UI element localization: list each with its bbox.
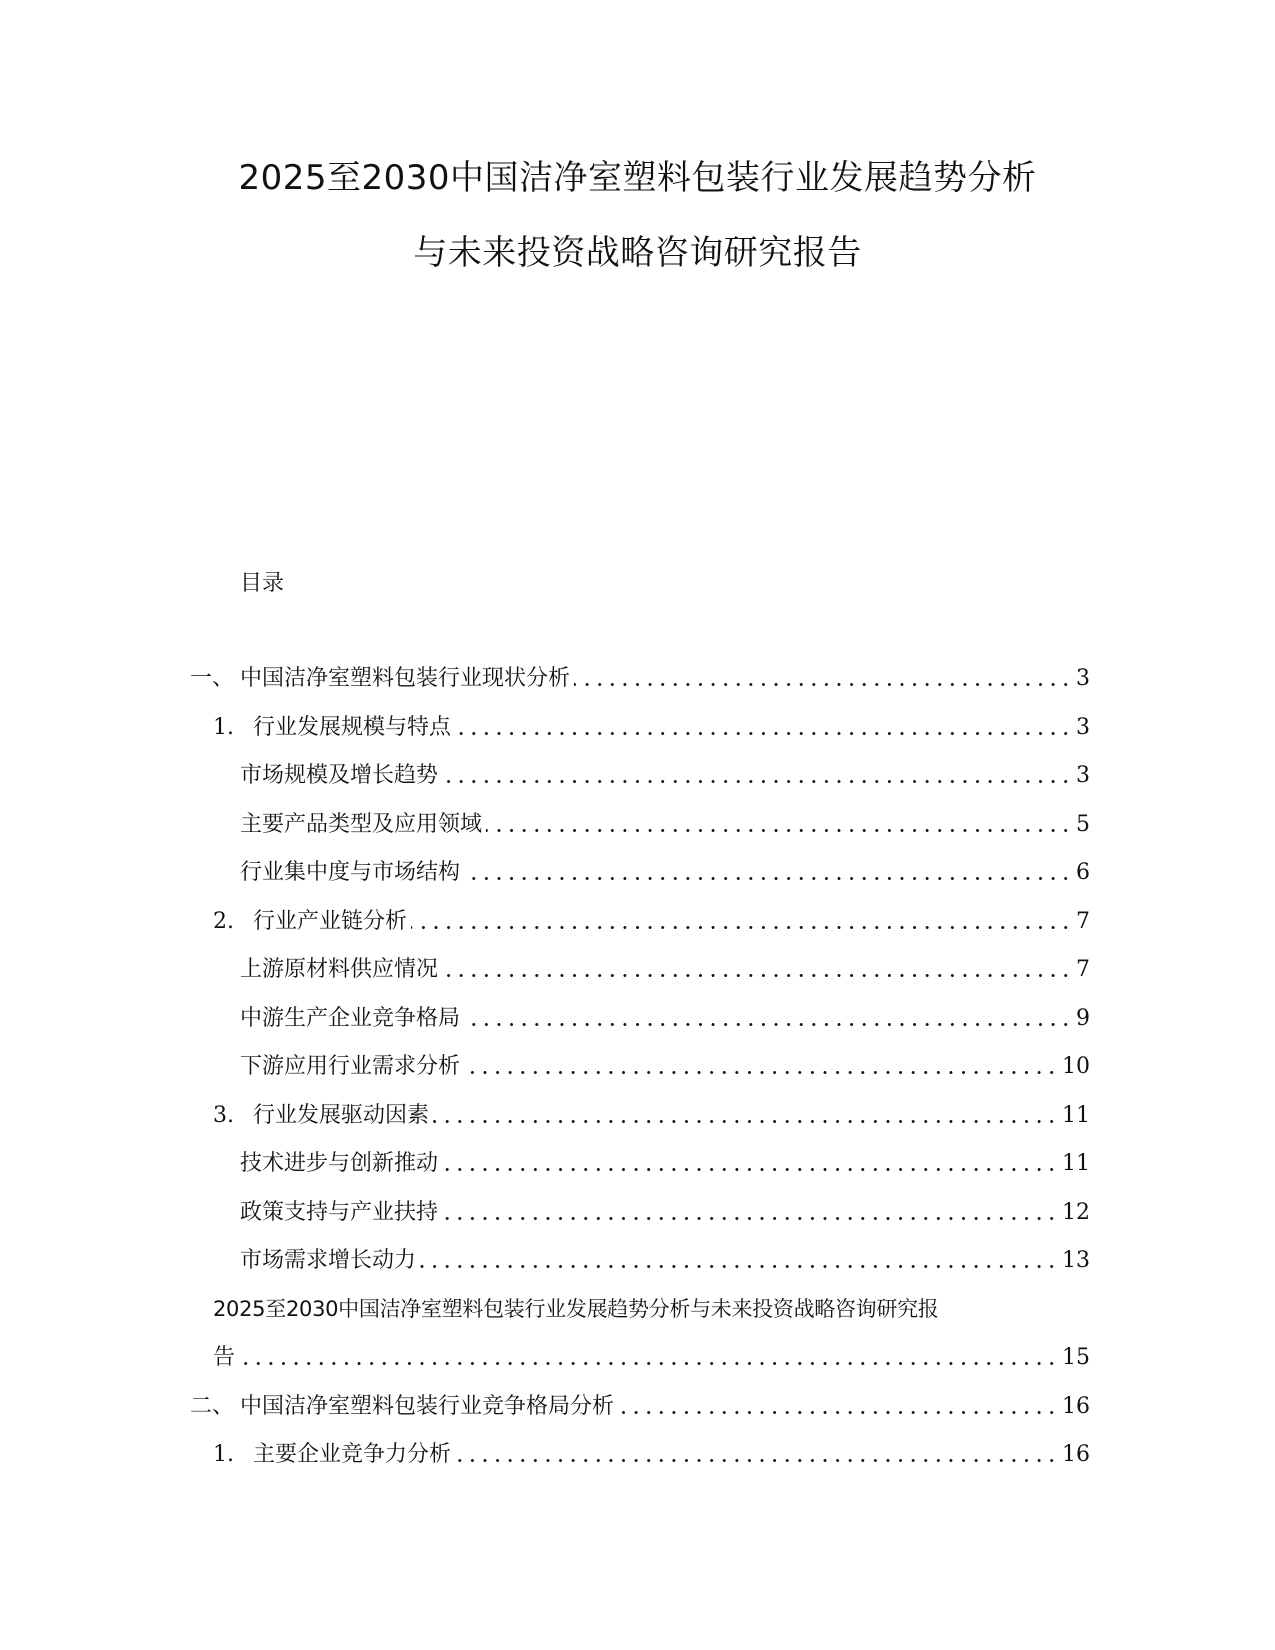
toc-entry-page: 11 — [1062, 1151, 1090, 1176]
toc-entry-text: 市场规模及增长趋势 — [240, 763, 439, 788]
toc-entry-text: 下游应用行业需求分析 — [240, 1054, 461, 1079]
dot-leader — [420, 1246, 1058, 1276]
toc-entry-number: 1. — [213, 1442, 234, 1467]
toc-entry-number: 2. — [213, 909, 234, 934]
toc-entry-page: 3 — [1076, 715, 1090, 740]
toc-entry-page: 10 — [1062, 1054, 1090, 1079]
dot-leader — [442, 1198, 1058, 1228]
document-title-line-2: 与未来投资战略咨询研究报告 — [413, 233, 862, 273]
toc-entry-page: 6 — [1076, 860, 1090, 885]
toc-entry-page: 16 — [1062, 1442, 1090, 1467]
toc-entry-number: 3. — [213, 1103, 234, 1128]
toc-entry-page: 7 — [1076, 957, 1090, 982]
toc-entry[interactable] — [240, 1145, 1090, 1179]
toc-entry-text-line-1: 2025至2030中国洁净室塑料包装行业发展趋势分析与未来投资战略咨询研究报 — [213, 1297, 939, 1321]
toc-entry[interactable] — [240, 1000, 1090, 1034]
toc-entry-text-line-2: 告 — [213, 1345, 236, 1370]
toc-entry-text: 市场需求增长动力 — [240, 1248, 417, 1273]
toc-entry[interactable] — [213, 1097, 1090, 1131]
toc-entry[interactable] — [240, 951, 1090, 985]
toc-entry-page: 15 — [1062, 1345, 1090, 1370]
toc-entry[interactable] — [240, 806, 1090, 840]
toc-entry-text: 行业产业链分析 — [253, 909, 408, 934]
toc-entry-text: 行业集中度与市场结构 — [240, 860, 461, 885]
toc-entry[interactable] — [240, 757, 1090, 791]
toc-entry-text: 中游生产企业竞争格局 — [240, 1006, 461, 1031]
toc-entry[interactable] — [190, 660, 1090, 694]
dot-leader — [455, 1440, 1058, 1470]
dot-leader — [455, 713, 1072, 743]
toc-entry[interactable] — [213, 1436, 1090, 1470]
toc-entry-page: 16 — [1062, 1394, 1090, 1419]
toc-entry-page: 12 — [1062, 1200, 1090, 1225]
dot-leader — [464, 1052, 1058, 1082]
toc-entry[interactable] — [213, 1339, 1090, 1373]
toc-entry-page: 5 — [1076, 812, 1090, 837]
toc-entry-number: 一、 — [190, 666, 235, 691]
dot-leader — [464, 1004, 1072, 1034]
dot-leader — [239, 1343, 1058, 1373]
toc-entry[interactable] — [213, 709, 1090, 743]
toc-entry-page: 11 — [1062, 1103, 1090, 1128]
toc-entry-text: 中国洁净室塑料包装行业现状分析 — [240, 666, 571, 691]
toc-entry-page: 3 — [1076, 763, 1090, 788]
document-title-line-1: 2025至2030中国洁净室塑料包装行业发展趋势分析 — [238, 158, 1037, 198]
toc-entry-page: 3 — [1076, 666, 1090, 691]
toc-entry-page: 13 — [1062, 1248, 1090, 1273]
dot-leader — [486, 810, 1072, 840]
toc-entry-text: 技术进步与创新推动 — [240, 1151, 439, 1176]
toc-entry[interactable] — [213, 903, 1090, 937]
dot-leader — [411, 907, 1072, 937]
toc-entry[interactable] — [240, 1242, 1090, 1276]
toc-entry-text: 上游原材料供应情况 — [240, 957, 439, 982]
toc-entry-page: 9 — [1076, 1006, 1090, 1031]
toc-heading: 目录 — [240, 571, 285, 596]
toc-entry[interactable] — [240, 1194, 1090, 1228]
dot-leader — [433, 1101, 1058, 1131]
dot-leader — [464, 858, 1072, 888]
toc-entry-text: 中国洁净室塑料包装行业竞争格局分析 — [240, 1394, 615, 1419]
toc-entry-number: 二、 — [190, 1394, 235, 1419]
dot-leader — [442, 1149, 1058, 1179]
dot-leader — [574, 664, 1072, 694]
toc-entry-text: 主要企业竞争力分析 — [253, 1442, 452, 1467]
toc-entry-text: 政策支持与产业扶持 — [240, 1200, 439, 1225]
dot-leader — [442, 761, 1072, 791]
toc-entry-text: 行业发展规模与特点 — [253, 715, 452, 740]
toc-entry-page: 7 — [1076, 909, 1090, 934]
dot-leader — [442, 955, 1072, 985]
toc-entry-text: 主要产品类型及应用领域 — [240, 812, 483, 837]
toc-entry[interactable] — [240, 854, 1090, 888]
toc-entry-text: 行业发展驱动因素 — [253, 1103, 430, 1128]
dot-leader — [618, 1392, 1058, 1422]
toc-entry-number: 1. — [213, 715, 234, 740]
toc-entry[interactable] — [190, 1388, 1090, 1422]
toc-entry[interactable] — [240, 1048, 1090, 1082]
